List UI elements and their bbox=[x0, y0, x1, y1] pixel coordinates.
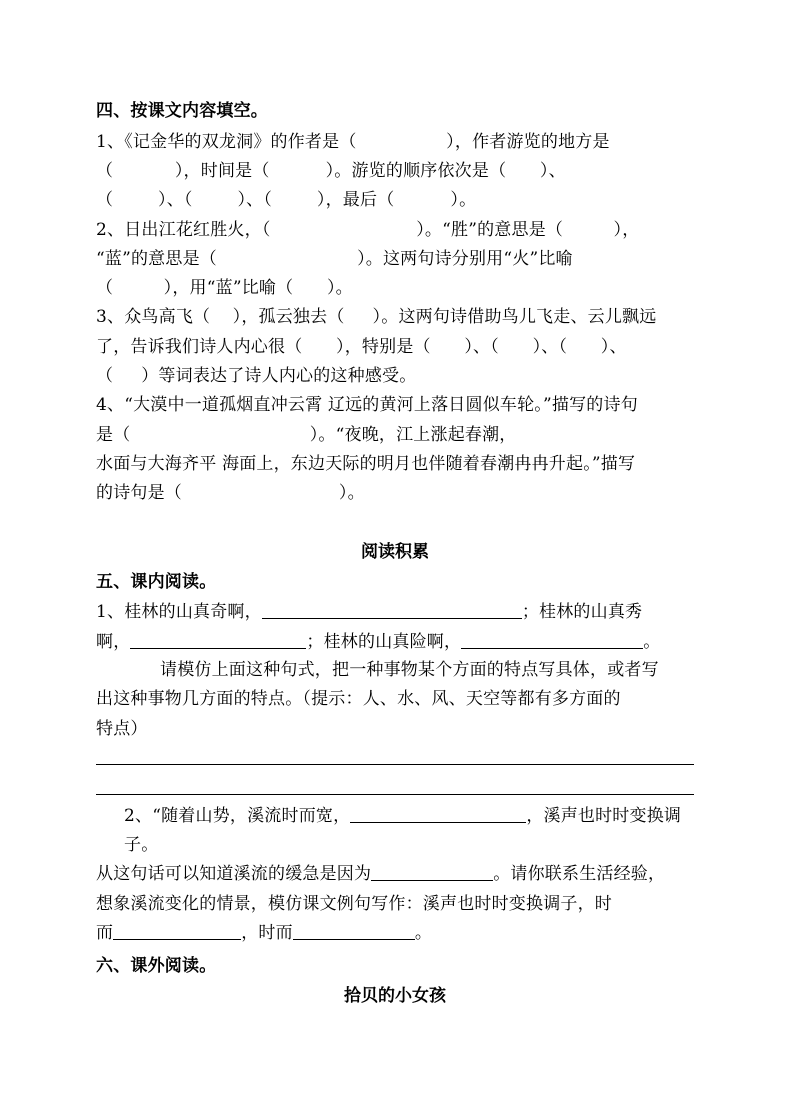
section4-line: 1、《记金华的双龙洞》的作者是（ ），作者游览的地方是 bbox=[96, 132, 610, 152]
answer-blank[interactable] bbox=[371, 864, 493, 881]
instruction-line: 出这种事物几方面的特点。（提示：人、水、风、天空等都有多方面的 bbox=[96, 689, 621, 709]
question2-line4: 想象溪流变化的情景，模仿课文例句写作：溪声也时时变换调子，时 bbox=[96, 894, 612, 914]
answer-blank[interactable] bbox=[113, 923, 241, 940]
question2-line5 bbox=[96, 922, 432, 944]
instruction-line: 特点） bbox=[96, 719, 148, 739]
story-title: 拾贝的小女孩 bbox=[344, 986, 446, 1006]
writing-line[interactable] bbox=[96, 764, 694, 765]
section4-line: （ ），时间是（ ）。游览的顺序依次是（ ）、 bbox=[96, 161, 566, 181]
section4-line: 2、日出江花红胜火，（ ）。“胜”的意思是（ ）， bbox=[96, 220, 640, 240]
q2-text: ，溪声也时时变换调 bbox=[526, 806, 682, 826]
instruction-line: 请模仿上面这种句式，把一种事物某个方面的特点写具体，或者写 bbox=[160, 660, 659, 680]
writing-line[interactable] bbox=[96, 794, 694, 795]
question2-line3 bbox=[96, 863, 665, 885]
section4-line: （ ），用“蓝”比喻（ ）。 bbox=[96, 278, 353, 298]
q1-text: 啊， bbox=[96, 632, 131, 652]
answer-blank[interactable] bbox=[350, 806, 526, 823]
reading-title: 阅读积累 bbox=[361, 542, 429, 562]
answer-blank[interactable] bbox=[262, 602, 522, 619]
q1-text: ；桂林的山真险啊， bbox=[306, 632, 462, 652]
section4-line: （ ）、（ ）、（ ），最后（ ）。 bbox=[96, 190, 477, 210]
question1-line2 bbox=[96, 631, 660, 653]
q2-text: 。 bbox=[414, 923, 433, 943]
section4-heading: 四、按课文内容填空。 bbox=[96, 101, 268, 121]
question2-line2: 子。 bbox=[124, 835, 159, 855]
q2-text: 。请你联系生活经验， bbox=[493, 864, 666, 884]
section4-line: 是（ ）。“夜晚，江上涨起春潮， bbox=[96, 425, 517, 445]
answer-blank[interactable] bbox=[293, 923, 415, 940]
question2-line1 bbox=[124, 805, 681, 827]
q2-text: ，时而 bbox=[241, 923, 293, 943]
q1-text: 。 bbox=[643, 632, 661, 652]
section4-line: 4、“大漠中一道孤烟直冲云霄 辽远的黄河上落日圆似车轮。”描写的诗句 bbox=[96, 395, 638, 415]
section4-line: 水面与大海齐平 海面上，东边天际的明月也伴随着春潮冉冉升起。”描写 bbox=[96, 454, 636, 474]
section4-line: “蓝”的意思是（ ）。这两句诗分别用“火”比喻 bbox=[96, 249, 573, 269]
q2-text: 从这句话可以知道溪流的缓急是因为 bbox=[96, 864, 372, 884]
q2-text: 而 bbox=[96, 923, 114, 943]
section4-line: 3、众鸟高飞（ ），孤云独去（ ）。这两句诗借助鸟儿飞走、云儿飘远 bbox=[96, 307, 657, 327]
q2-text: 2、“随着山势，溪流时而宽， bbox=[124, 806, 351, 826]
answer-blank[interactable] bbox=[461, 632, 643, 649]
q1-text: 1、桂林的山真奇啊， bbox=[96, 602, 262, 622]
section5-heading: 五、课内阅读。 bbox=[96, 572, 217, 592]
question1-line1 bbox=[96, 601, 642, 623]
section4-line: 的诗句是（ ）。 bbox=[96, 483, 365, 503]
section4-line: （ ）等词表达了诗人内心的这种感受。 bbox=[96, 366, 417, 386]
q1-text: ；桂林的山真秀 bbox=[521, 602, 643, 622]
section4-line: 了，告诉我们诗人内心很（ ），特别是（ ）、（ ）、（ ）、 bbox=[96, 337, 627, 357]
section6-heading: 六、课外阅读。 bbox=[96, 956, 217, 976]
answer-blank[interactable] bbox=[130, 632, 306, 649]
